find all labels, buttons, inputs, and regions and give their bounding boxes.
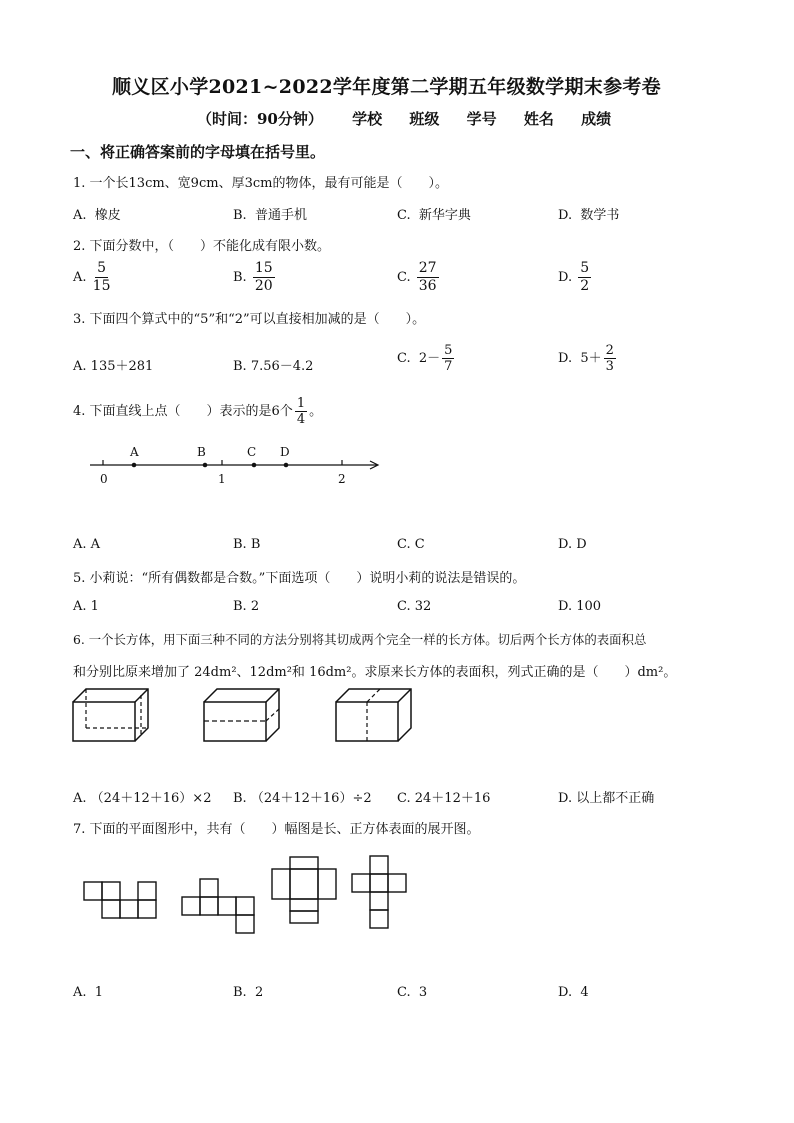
- question-stem-6-line2: 和分别比原来增加了 24dm²、12dm²和 16dm²。求原来长方体的表面积，列式正确的是（ ）dm²。: [73, 665, 677, 680]
- q5-option-b: B. 2: [233, 599, 260, 614]
- q4-option-a: A. A: [73, 537, 101, 552]
- cuboid-cuts-figure: [68, 684, 418, 746]
- q1-option-b: B. 普通手机: [233, 208, 307, 223]
- nets-figure: [80, 852, 420, 942]
- question-stem-5: 5. 小莉说：“所有偶数都是合数。”下面选项（ ）说明小莉的说法是错误的。: [73, 571, 526, 586]
- q1-option-c: C. 新华字典: [397, 208, 471, 223]
- fraction: $\frac{15}{20}$: [254, 260, 273, 294]
- q4-option-c: C. C: [397, 537, 425, 552]
- field-school: 学校: [352, 110, 383, 128]
- q2-option-d: D. $\frac{5}{2}$: [558, 260, 590, 294]
- point-b: [203, 463, 208, 468]
- cuboid-2: [204, 689, 279, 741]
- q4-option-d: D. D: [558, 537, 587, 552]
- section-heading: 一、将正确答案前的字母填在括号里。: [70, 143, 326, 161]
- tick-label-0: 0: [100, 472, 108, 486]
- q5-option-c: C. 32: [397, 599, 432, 614]
- field-student-id: 学号: [466, 110, 497, 128]
- q3-option-d: D. 5＋ $\frac{2}{3}$: [558, 343, 614, 374]
- q5-option-d: D. 100: [558, 599, 602, 614]
- q2-option-c: C. $\frac{27}{36}$: [397, 260, 437, 294]
- question-stem-6-line1: 6. 一个长方体，用下面三种不同的方法分别将其切成两个完全一样的长方体。切后两个长方体的表面积总: [73, 632, 647, 647]
- net-1: [84, 882, 156, 918]
- point-label-b: B: [197, 445, 206, 459]
- net-4: [352, 856, 406, 928]
- q1-option-d: D. 数学书: [558, 208, 620, 223]
- fraction: $\frac{5}{15}$: [92, 260, 111, 294]
- point-c: [252, 463, 257, 468]
- q1-option-a: A. 橡皮: [73, 208, 121, 223]
- q3-option-c: C. 2－ $\frac{5}{7}$: [397, 343, 453, 374]
- q7-option-d: D. 4: [558, 985, 589, 1000]
- question-stem-3: 3. 下面四个算式中的“5”和“2”可以直接相加减的是（ ）。: [73, 312, 426, 327]
- q6-option-c: C. 24＋12＋16: [397, 791, 491, 806]
- fraction: $\frac{27}{36}$: [418, 260, 437, 294]
- cuboid-3: [336, 689, 411, 741]
- q2-option-a: A. $\frac{5}{15}$: [73, 260, 111, 294]
- q7-option-a: A. 1: [73, 985, 104, 1000]
- fraction: $\frac{5}{7}$: [444, 343, 453, 374]
- point-a: [132, 463, 137, 468]
- question-stem-7: 7. 下面的平面图形中，共有（ ）幅图是长、正方体表面的展开图。: [73, 822, 480, 837]
- point-label-a: A: [130, 445, 139, 459]
- point-label-c: C: [247, 445, 257, 459]
- point-label-d: D: [280, 445, 290, 459]
- tick-label-2: 2: [338, 472, 346, 486]
- fraction: $\frac{5}{2}$: [580, 260, 590, 294]
- fraction: $\frac{1}{4}$: [296, 396, 306, 427]
- number-line: [85, 440, 385, 490]
- q3-option-b: B. 7.56－4.2: [233, 359, 314, 374]
- net-2: [182, 879, 254, 933]
- q4-option-b: B. B: [233, 537, 261, 552]
- field-class: 班级: [409, 110, 440, 128]
- q6-option-d: D. 以上都不正确: [558, 791, 655, 806]
- q2-option-b: B. $\frac{15}{20}$: [233, 260, 273, 294]
- fraction: $\frac{2}{3}$: [605, 343, 614, 374]
- field-score: 成绩: [581, 110, 612, 128]
- cuboid-1: [73, 689, 148, 741]
- exam-time: （时间：90分钟）: [197, 110, 323, 128]
- q7-option-b: B. 2: [233, 985, 264, 1000]
- exam-info-row: [197, 108, 611, 129]
- q3-option-a: A. 135＋281: [73, 359, 154, 374]
- q6-option-b: B. （24＋12＋16）÷2: [233, 791, 372, 806]
- q5-option-a: A. 1: [73, 599, 99, 614]
- net-3: [272, 857, 336, 923]
- tick-label-1: 1: [218, 472, 226, 486]
- question-stem-4: 4. 下面直线上点（ ）表示的是6个 $\frac{1}{4}$ 。: [73, 396, 323, 427]
- field-name: 姓名: [523, 110, 554, 128]
- question-stem-2: 2. 下面分数中，（ ）不能化成有限小数。: [73, 239, 331, 254]
- page-title: 顺义区小学2021~2022学年度第二学期五年级数学期末参考卷: [112, 76, 661, 98]
- point-d: [284, 463, 289, 468]
- question-stem-1: 1. 一个长13cm、宽9cm、厚3cm的物体，最有可能是（ ）。: [73, 176, 448, 191]
- q6-option-a: A. （24＋12＋16）×2: [73, 791, 212, 806]
- q7-option-c: C. 3: [397, 985, 428, 1000]
